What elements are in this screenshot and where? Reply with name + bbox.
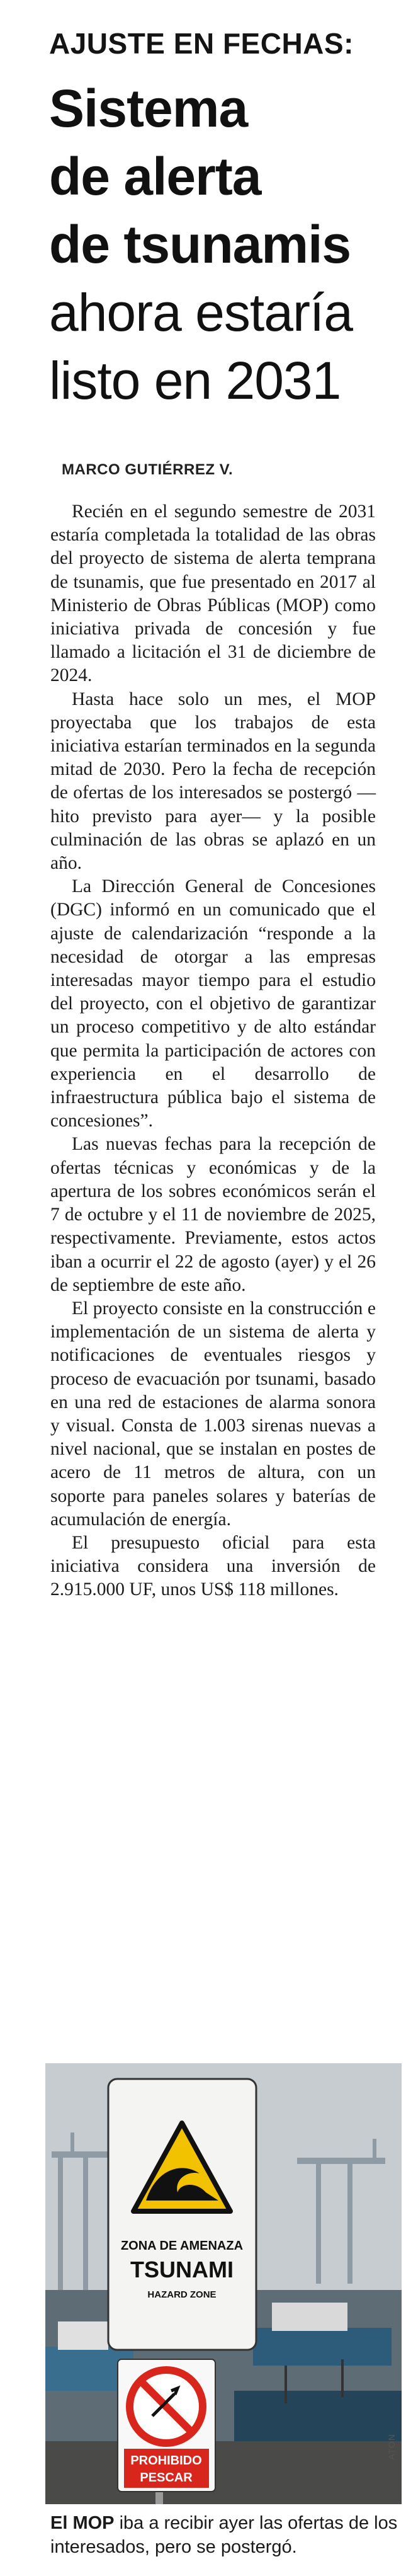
- article-photo: [45, 2063, 402, 2504]
- photo-credit: ATON: [386, 2434, 397, 2460]
- kicker: AJUSTE EN FECHAS:: [49, 27, 354, 60]
- article-body: [50, 500, 376, 1602]
- no-fishing-text-2: PESCAR: [140, 2471, 193, 2485]
- photo-scene: [45, 2063, 402, 2504]
- caption-lead: El MOP: [50, 2513, 115, 2533]
- paragraph: Las nuevas fechas para la recepción de ofertas técnicas y económicas y de la apertura de los sobres económicos serán el 7 de octubre y el 11 de noviembre de 2025, respectivamente. Previamente, estos actos iban a ocurrir el 22 de agosto (ayer) y el 26 de septiembre de este año.: [50, 1134, 376, 1295]
- photo-caption: [50, 2511, 403, 2559]
- paragraph: Recién en el segundo semestre de 2031 estaría completada la totalidad de las obras del proyecto de sistema de alerta temprana de tsunamis, que fue presentado en 2017 al Ministerio de Obras Públicas (MOP) como iniciativa privada de concesión y fue llamado a licitación el 31 de diciembre de 2024.: [50, 501, 376, 686]
- no-fishing-text-1: PROHIBIDO: [130, 2454, 202, 2468]
- headline-line: Sistema: [49, 79, 248, 138]
- sign-sub: HAZARD ZONE: [147, 2289, 217, 2300]
- headline-line: de alerta: [49, 147, 261, 206]
- headline-line: de tsunamis: [49, 215, 351, 274]
- headline-line: listo en 2031: [49, 351, 341, 410]
- sign-title: ZONA DE AMENAZA: [120, 2239, 244, 2253]
- byline: MARCO GUTIÉRREZ V.: [62, 461, 234, 478]
- paragraph: El presupuesto oficial para esta iniciativa considera una inversión de 2.915.000 UF, unos US$ 118 millones.: [50, 1532, 376, 1600]
- sign-word: TSUNAMI: [130, 2257, 234, 2282]
- headline: [49, 74, 402, 415]
- paragraph: La Dirección General de Concesiones (DGC) informó en un comunicado que el ajuste de calendarización “responde a la necesidad de otorgar a las empresas interesadas mayor tiempo para el estudio del proyecto, con el objetivo de garantizar un proceso competitivo y de alto estándar que permita la participación de actores con experiencia en el desarrollo de infraestructura pública bajo el sistema de concesiones”.: [50, 876, 376, 1131]
- paragraph: El proyecto consiste en la construcción e implementación de un sistema de alerta y notificaciones de eventuales riesgos y proceso de evacuación por tsunami, basado en una red de estaciones de alarma sonora y visual. Consta de 1.003 sirenas nuevas a nivel nacional, que se instalan en postes de acero de 11 metros de altura, con un soporte para paneles solares y baterías de acumulación de energía.: [50, 1298, 376, 1530]
- caption-text: iba a recibir ayer las ofertas de los interesados, pero se postergó.: [50, 2513, 398, 2557]
- headline-line: ahora estaría: [49, 283, 352, 342]
- paragraph: Hasta hace solo un mes, el MOP proyectaba que los trabajos de esta iniciativa estarían terminados en la segunda mitad de 2030. Pero la fecha de recepción de ofertas de los interesados se postergó —hito previsto para ayer— y la posible culminación de las obras se aplazó en un año.: [50, 689, 376, 874]
